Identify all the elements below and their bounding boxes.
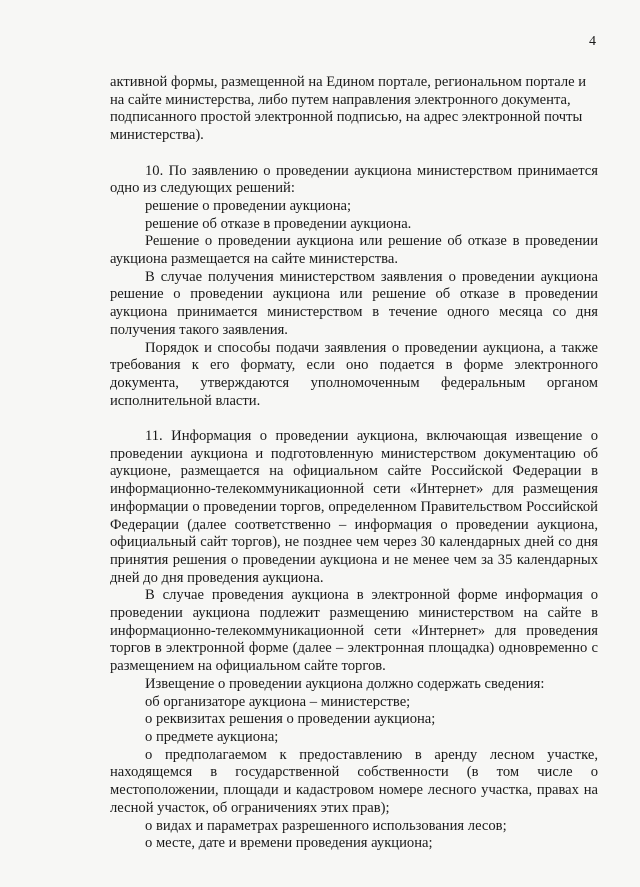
list-item: о реквизитах решения о проведении аукциона;	[145, 711, 436, 728]
paragraph-gap	[110, 410, 598, 428]
list-item: о предмете аукциона;	[145, 728, 279, 745]
list-item: о видах и параметрах разрешенного использования лесов;	[145, 817, 507, 834]
document-body	[110, 74, 598, 853]
paragraph-section-10: 10. По заявлению о проведении аукциона министерством принимается одно из следующих решений:	[110, 162, 598, 197]
paragraph-continuation: активной формы, размещенной на Едином портале, региональном портале и на сайте министерства, либо путем направления электронного документа, подписанного простой электронной подписью, на адрес электронной почты министерства).	[110, 74, 587, 144]
list-item: о месте, дате и времени проведения аукциона;	[145, 835, 433, 852]
list-item: о предполагаемом к предоставлению в аренду лесном участке, находящемся в государственной собственности (в том числе о местоположении, площади и кадастровом номере лесного участка, правах на лесной участок, об ограничениях этих прав);	[110, 746, 598, 816]
paragraph-section-11: 11. Информация о проведении аукциона, включающая извещение о проведении аукциона и подготовленную министерством документацию об аукционе, размещается на официальном сайте Российской Федерации в информационно-телекоммуникационной сети «Интернет» для размещения информации о проведении торгов, определенном Правительством Российской Федерации (далее соответственно – информация о проведении аукциона, официальный сайт торгов), не позднее чем через 30 календарных дней со дня принятия решения о проведении аукциона и не менее чем за 35 календарных дней до дня проведения аукциона.	[110, 428, 598, 586]
list-item: решение об отказе в проведении аукциона.	[145, 215, 412, 232]
list-item: решение о проведении аукциона;	[145, 197, 352, 214]
paragraph: Порядок и способы подачи заявления о проведении аукциона, а также требования к его формату, если оно подается в форме электронного документа, утверждаются уполномоченным федеральным органом исполнительной власти.	[110, 339, 598, 409]
page-number: 4	[589, 34, 596, 49]
list-item: об организаторе аукциона – министерстве;	[145, 693, 411, 710]
paragraph: Решение о проведении аукциона или решение об отказе в проведении аукциона размещается на сайте министерства.	[110, 233, 598, 268]
paragraph: В случае получения министерством заявления о проведении аукциона решение о проведении аукциона или решение об отказе в проведении аукциона принимается министерством в течение одного месяца со дня получения такого заявления.	[110, 268, 598, 338]
paragraph-gap	[110, 145, 598, 163]
paragraph: В случае проведения аукциона в электронной форме информация о проведении аукциона подлежит размещению министерством на сайте в информационно-телекоммуникационной сети «Интернет» для проведения торгов в электронной форме (далее – электронная площадка) одновременно с размещением на официальном сайте торгов.	[110, 587, 598, 675]
paragraph: Извещение о проведении аукциона должно содержать сведения:	[145, 675, 545, 692]
